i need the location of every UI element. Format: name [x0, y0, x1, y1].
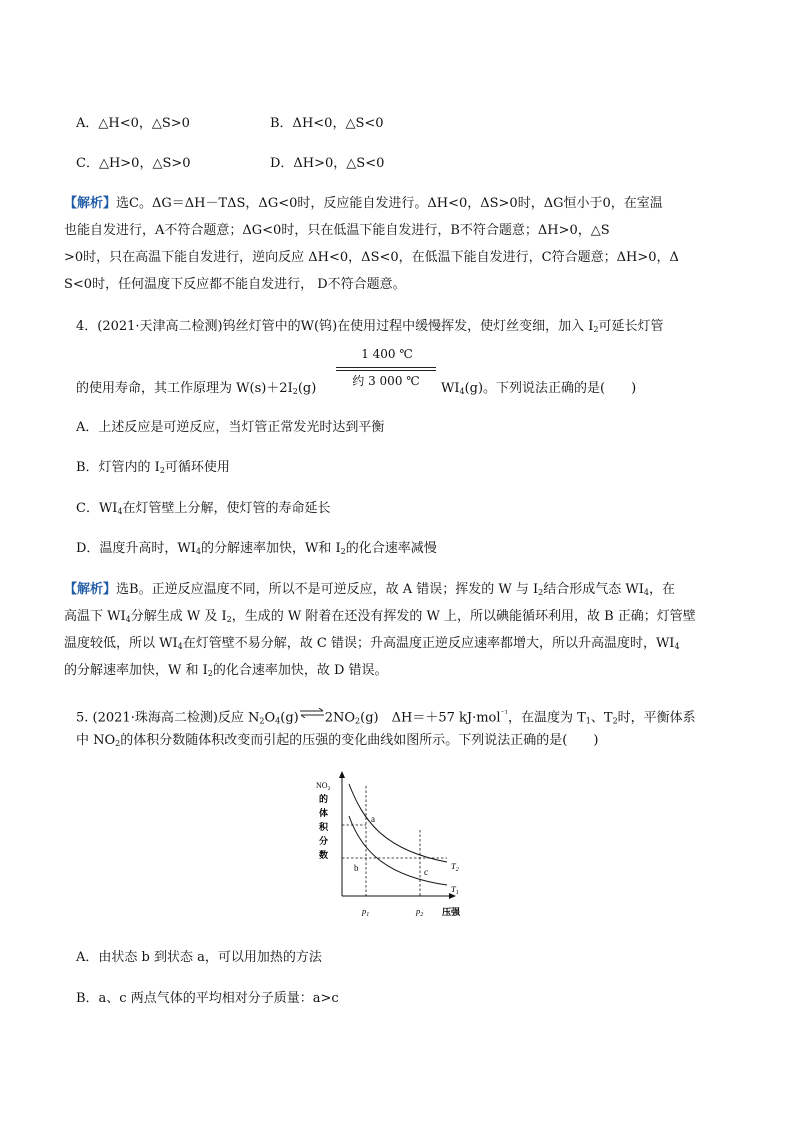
q4-analysis-line-4: 的分解速率加快，W 和 $I_2$的化合速率加快，故 D 错误。 [64, 663, 388, 678]
q4-analysis-line-1: 【解析】选B。正逆反应温度不同，所以不是可逆反应，故 A 错误；挥发的 W 与 $I_2$结合形成气态 $WI_4$，在 [64, 582, 675, 597]
curve-t2-label: $T_2$ [451, 861, 459, 873]
x-tick-p2: $p_2$ [416, 906, 424, 918]
x-tick-p1: $p_1$ [362, 906, 370, 918]
point-a-label: a [371, 814, 375, 824]
point-c-label: c [424, 867, 428, 877]
equilibrium-line-bottom [336, 370, 436, 371]
q4-stem-line-1: 4．(2021·天津高二检测)钨丝灯管中的W(钨)在使用过程中缓慢挥发，使灯丝变细，加入 $I_2$可延长灯管 [76, 319, 664, 334]
y-label-char-5: 数 [319, 850, 329, 860]
q4-stem-line-2: 的使用寿命，其工作原理为 $W(s)+2I_2(g)$ [76, 381, 317, 396]
curve-t1-label: $T_1$ [451, 884, 459, 896]
q3-analysis-line-4: S<0时，任何温度下反应都不能自发进行， D不符合题意。 [64, 277, 406, 292]
y-label-char-2: 体 [319, 808, 329, 818]
q4-option-b: B．灯管内的 $I_2$可循环使用 [76, 460, 230, 475]
q5-stem-line-2: 中 $NO_2$的体积分数随体积改变而引起的压强的变化曲线如图所示。下列说法正确的是( ) [76, 733, 599, 748]
q5-option-b: B．a、c 两点气体的平均相对分子质量：a>c [76, 991, 339, 1006]
equilibrium-line-top [336, 367, 436, 368]
q3-analysis-line-2: 也能自发进行，A不符合题意；ΔG<0时，只在低温下能自发进行，B不符合题意；ΔH>0，△S [64, 223, 610, 238]
q3-option-b: B．ΔH<0，△S<0 [270, 116, 384, 131]
q3-option-d: D．ΔH>0，△S<0 [270, 156, 385, 171]
y-label-char-4: 分 [319, 836, 329, 846]
curve-t1 [349, 816, 447, 885]
q3-option-a: A．△H<0，△S>0 [76, 116, 190, 131]
q3-analysis-line-3: >0时，只在高温下能自发进行，逆向反应 ΔH<0，ΔS<0，在低温下能自发进行，C符合题意；ΔH>0，Δ [64, 250, 679, 265]
q4-option-d: D．温度升高时，$WI_4$的分解速率加快，W和 $I_2$的化合速率减慢 [76, 541, 437, 556]
y-label-char-1: 的 [319, 794, 329, 804]
q5-stem-line-1: 5. (2021·珠海高二检测)反应 $N_2O_4(g)$ $2NO_2(g)$ ΔH＝＋57 kJ·mol$^{^{-1}}$，在温度为 $T_1$、$T_2$时，平衡体系 [76, 704, 696, 731]
reaction-condition-top: 1 400 ℃ [361, 347, 413, 361]
q4-option-a: A．上述反应是可逆反应，当灯管正常发光时达到平衡 [76, 420, 385, 435]
no2-pressure-figure [305, 768, 475, 928]
analysis-tag: 【解析】 [64, 196, 117, 211]
y-label-no2: $NO_2$ [316, 781, 331, 792]
y-label-char-3: 积 [319, 822, 329, 832]
analysis-tag: 【解析】 [64, 582, 117, 597]
q4-analysis-line-3: 温度较低，所以 $WI_4$在灯管壁不易分解，故 C 错误；升高温度正逆反应速率都增大，所以升高温度时，$WI_4$ [64, 636, 680, 651]
reaction-condition-bottom: 约 3 000 ℃ [352, 374, 420, 388]
y-axis-arrow-icon [339, 771, 345, 778]
q3-option-c: C．△H>0，△S>0 [76, 156, 191, 171]
q4-analysis-line-2: 高温下 $WI_4$分解生成 W 及 $I_2$，生成的 W 附着在还没有挥发的 W 上，所以碘能循环利用，故 B 正确；灯管壁 [64, 609, 696, 624]
equilibrium-arrow [299, 705, 325, 725]
q4-option-c: C．$WI_4$在灯管壁上分解，使灯管的寿命延长 [76, 501, 331, 516]
q4-stem-line-2-tail: $WI_4(g)$。下列说法正确的是( ) [441, 381, 637, 396]
q3-analysis-line-1: 【解析】选C。ΔG＝ΔH－TΔS，ΔG<0时，反应能自发进行。ΔH<0，ΔS>0时，ΔG恒小于0，在室温 [64, 196, 663, 211]
x-label: 压强 [442, 907, 461, 917]
q5-option-a: A．由状态 b 到状态 a，可以用加热的方法 [76, 950, 322, 965]
point-b-label: b [354, 863, 359, 873]
curve-t2 [349, 784, 447, 862]
